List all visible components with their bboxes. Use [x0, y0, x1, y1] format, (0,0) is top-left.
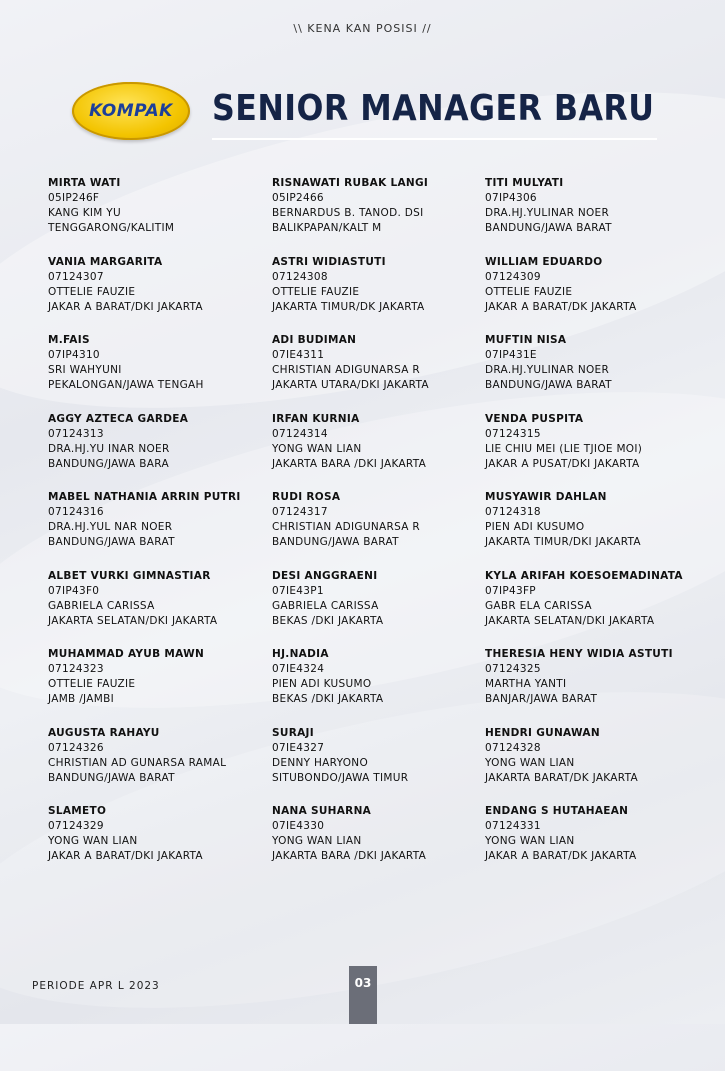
member-id: 07IE4324	[272, 663, 325, 675]
member-name: M.FAIS	[48, 334, 90, 346]
member-entry	[485, 412, 698, 491]
member-entry	[272, 176, 485, 255]
member-location: BANDUNG/JAWA BARAT	[272, 536, 399, 548]
member-entry	[272, 490, 485, 569]
member-sponsor: CHRISTIAN ADIGUNARSA R	[272, 364, 420, 376]
member-location: JAKAR A BARAT/DK JAKARTA	[485, 300, 637, 313]
member-location: BALIKPAPAN/KALT M	[272, 222, 382, 234]
member-entry	[272, 647, 485, 726]
member-name: VENDA PUSPITA	[485, 412, 584, 425]
member-sponsor: PIEN ADI KUSUMO	[485, 521, 585, 533]
member-id: 07IP4310	[48, 349, 100, 361]
member-id: 07124328	[485, 741, 541, 754]
member-entry	[485, 490, 698, 569]
member-id: 07IE4311	[272, 349, 325, 361]
member-location: JAKARTA BARAT/DK JAKARTA	[485, 771, 639, 784]
member-entry	[485, 647, 698, 726]
member-entry	[48, 804, 272, 883]
member-sponsor: DENNY HARYONO	[272, 756, 369, 769]
member-entry	[272, 333, 485, 412]
member-entry	[485, 333, 698, 412]
member-id: 07124308	[272, 270, 328, 283]
member-name: ADI BUDIMAN	[272, 334, 357, 346]
logo-text: KOMPAK	[89, 101, 173, 121]
member-sponsor: OTTELIE FAUZIE	[485, 285, 573, 298]
member-name: ASTRI WIDIASTUTI	[272, 255, 386, 268]
member-name: IRFAN KURNIA	[272, 412, 360, 425]
member-entry	[272, 412, 485, 491]
member-location: JAKAR A BARAT/DKI JAKARTA	[48, 850, 203, 862]
member-location: JAKARTA TIMUR/DKI JAKARTA	[485, 536, 641, 548]
member-location: BANDUNG/JAWA BARAT	[48, 536, 175, 548]
member-id: 07IP4306	[485, 192, 537, 204]
member-name: MUSYAWIR DAHLAN	[485, 491, 607, 503]
member-location: BANDUNG/JAWA BARAT	[485, 379, 612, 391]
member-location: JAKARTA BARA /DKI JAKARTA	[272, 457, 427, 470]
member-location: JAKAR A PUSAT/DKI JAKARTA	[485, 457, 640, 470]
member-id: 07124318	[485, 506, 541, 518]
member-id: 07IE4327	[272, 741, 325, 754]
member-id: 07124326	[48, 741, 104, 754]
member-name: SURAJI	[272, 726, 314, 739]
member-name: KYLA ARIFAH KOESOEMADINATA	[485, 569, 683, 582]
member-sponsor: GABRIELA CARISSA	[272, 599, 379, 612]
member-name: ALBET VURKI GIMNASTIAR	[48, 569, 211, 582]
member-location: JAKARTA BARA /DKI JAKARTA	[272, 850, 427, 862]
kompak-logo	[72, 82, 190, 140]
member-location: BEKAS /DKI JAKARTA	[272, 693, 384, 705]
member-location: JAMB /JAMBI	[48, 693, 114, 705]
member-sponsor: DRA.HJ.YULINAR NOER	[485, 207, 610, 219]
title-underline	[212, 138, 657, 140]
member-entry	[485, 804, 698, 883]
member-entry	[272, 804, 485, 883]
member-name: ENDANG S HUTAHAEAN	[485, 805, 629, 817]
member-sponsor: PIEN ADI KUSUMO	[272, 678, 372, 690]
member-name: WILLIAM EDUARDO	[485, 255, 603, 268]
member-grid	[48, 176, 698, 883]
member-entry	[485, 569, 698, 648]
member-location: BEKAS /DKI JAKARTA	[272, 614, 384, 627]
member-name: RUDI ROSA	[272, 491, 341, 503]
member-id: 07124313	[48, 427, 104, 440]
member-name: RISNAWATI RUBAK LANGI	[272, 177, 429, 189]
member-id: 07124315	[485, 427, 541, 440]
member-id: 07IP43F0	[48, 584, 100, 597]
page-number: 03	[349, 966, 377, 1024]
member-entry	[272, 255, 485, 334]
member-sponsor: YONG WAN LIAN	[485, 756, 575, 769]
member-location: JAKARTA SELATAN/DKI JAKARTA	[48, 614, 218, 627]
member-location: JAKARTA SELATAN/DKI JAKARTA	[485, 614, 655, 627]
member-sponsor: DRA.HJ.YUL NAR NOER	[48, 521, 173, 533]
member-sponsor: CHRISTIAN ADIGUNARSA R	[272, 521, 420, 533]
member-location: BANDUNG/JAWA BARAT	[48, 771, 175, 784]
member-sponsor: DRA.HJ.YU INAR NOER	[48, 442, 170, 455]
member-entry	[272, 726, 485, 805]
member-name: THERESIA HENY WIDIA ASTUTI	[485, 648, 673, 660]
member-location: JAKAR A BARAT/DKI JAKARTA	[48, 300, 203, 313]
member-entry	[48, 647, 272, 726]
member-id: 07124325	[485, 663, 541, 675]
member-sponsor: OTTELIE FAUZIE	[48, 285, 136, 298]
member-location: PEKALONGAN/JAWA TENGAH	[48, 379, 204, 391]
member-id: 07124323	[48, 663, 104, 675]
page-title: SENIOR MANAGER BARU	[212, 88, 655, 129]
member-id: 07124309	[485, 270, 541, 283]
member-id: 07IP43FP	[485, 584, 536, 597]
member-sponsor: CHRISTIAN AD GUNARSA RAMAL	[48, 756, 227, 769]
member-sponsor: OTTELIE FAUZIE	[272, 285, 360, 298]
member-entry	[485, 176, 698, 255]
member-sponsor: GABR ELA CARISSA	[485, 599, 592, 612]
member-name: TITI MULYATI	[485, 177, 564, 189]
section-tag: \\ KENA KAN POSISI //	[293, 22, 432, 35]
member-sponsor: DRA.HJ.YULINAR NOER	[485, 364, 610, 376]
member-sponsor: YONG WAN LIAN	[48, 835, 138, 847]
member-entry	[48, 569, 272, 648]
member-entry	[272, 569, 485, 648]
member-name: AGGY AZTECA GARDEA	[48, 412, 189, 425]
member-location: BANDUNG/JAWA BARAT	[485, 222, 612, 234]
member-sponsor: YONG WAN LIAN	[485, 835, 575, 847]
member-entry	[48, 255, 272, 334]
member-entry	[48, 726, 272, 805]
member-location: SITUBONDO/JAWA TIMUR	[272, 771, 409, 784]
member-name: AUGUSTA RAHAYU	[48, 726, 160, 739]
member-name: HENDRI GUNAWAN	[485, 726, 600, 739]
member-location: BANDUNG/JAWA BARA	[48, 457, 169, 470]
member-id: 07124316	[48, 506, 104, 518]
member-sponsor: KANG KIM YU	[48, 207, 121, 219]
member-name: SLAMETO	[48, 805, 107, 817]
member-name: VANIA MARGARITA	[48, 255, 163, 268]
member-location: TENGGARONG/KALITIM	[48, 222, 175, 234]
member-id: 07IP431E	[485, 349, 537, 361]
member-location: JAKAR A BARAT/DK JAKARTA	[485, 850, 637, 862]
member-id: 07IE43P1	[272, 584, 324, 597]
member-name: HJ.NADIA	[272, 648, 329, 660]
member-entry	[485, 255, 698, 334]
period-label: PERIODE APR L 2023	[32, 980, 160, 992]
member-id: 05IP2466	[272, 192, 324, 204]
member-sponsor: OTTELIE FAUZIE	[48, 678, 136, 690]
member-id: 07124331	[485, 820, 541, 832]
member-name: MUHAMMAD AYUB MAWN	[48, 648, 205, 660]
member-entry	[48, 333, 272, 412]
member-entry	[48, 176, 272, 255]
member-id: 07124307	[48, 270, 104, 283]
member-sponsor: YONG WAN LIAN	[272, 835, 362, 847]
member-name: NANA SUHARNA	[272, 805, 372, 817]
member-name: MABEL NATHANIA ARRIN PUTRI	[48, 491, 241, 503]
member-id: 07124317	[272, 506, 328, 518]
member-entry	[48, 412, 272, 491]
member-location: JAKARTA TIMUR/DK JAKARTA	[272, 300, 425, 313]
member-sponsor: MARTHA YANTI	[485, 678, 567, 690]
member-entry	[485, 726, 698, 805]
member-sponsor: BERNARDUS B. TANOD. DSI	[272, 207, 424, 219]
member-sponsor: SRI WAHYUNI	[48, 364, 122, 376]
member-sponsor: LIE CHIU MEI (LIE TJIOE MOI)	[485, 442, 643, 455]
member-id: 07IE4330	[272, 820, 325, 832]
member-sponsor: YONG WAN LIAN	[272, 442, 362, 455]
member-name: MIRTA WATI	[48, 177, 121, 189]
member-sponsor: GABRIELA CARISSA	[48, 599, 155, 612]
member-location: JAKARTA UTARA/DKI JAKARTA	[272, 379, 429, 391]
member-id: 07124329	[48, 820, 104, 832]
member-id: 07124314	[272, 427, 328, 440]
member-id: 05IP246F	[48, 192, 100, 204]
member-location: BANJAR/JAWA BARAT	[485, 693, 598, 705]
member-name: MUFTIN NISA	[485, 334, 567, 346]
member-entry	[48, 490, 272, 569]
member-name: DESI ANGGRAENI	[272, 569, 378, 582]
